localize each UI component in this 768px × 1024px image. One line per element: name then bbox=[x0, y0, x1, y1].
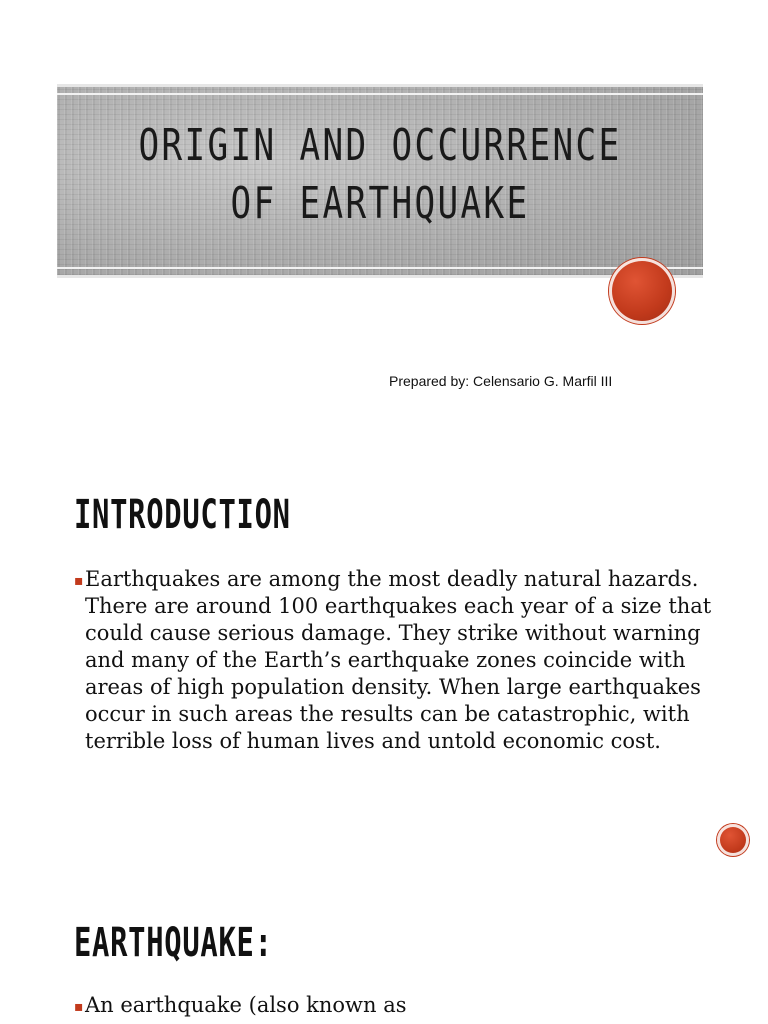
earthquake-heading: EARTHQUAKE: bbox=[74, 920, 273, 966]
decorative-red-circle bbox=[609, 258, 675, 324]
bullet-square-icon: ▪ bbox=[74, 573, 84, 589]
earthquake-bullet bbox=[74, 992, 714, 1019]
bullet-square-icon: ▪ bbox=[74, 999, 84, 1015]
introduction-slide bbox=[0, 432, 768, 876]
presentation-title bbox=[128, 117, 632, 233]
title-line-2: OF EARTHQUAKE bbox=[230, 178, 530, 229]
introduction-bullet-text: Earthquakes are among the most deadly natural hazards. There are around 100 earthquakes each year of a size that could cause serious damage. They strike without warning and many of the Earth’s earthquake zones coincide with areas of high population density. When large earthquakes occur in such areas the results can be catastrophic, with terrible loss of human lives and untold economic cost. bbox=[85, 567, 712, 753]
author-byline: Prepared by: Celensario G. Marfil III bbox=[389, 373, 613, 389]
title-line-1: ORIGIN AND OCCURRENCE bbox=[138, 120, 622, 171]
earthquake-slide bbox=[0, 876, 768, 1024]
title-banner bbox=[57, 84, 703, 278]
decorative-red-circle-small bbox=[717, 824, 749, 856]
title-slide bbox=[0, 0, 768, 432]
earthquake-bullet-text: An earthquake (also known as bbox=[85, 993, 407, 1017]
introduction-heading: INTRODUCTION bbox=[74, 492, 291, 538]
introduction-bullet bbox=[74, 566, 714, 755]
